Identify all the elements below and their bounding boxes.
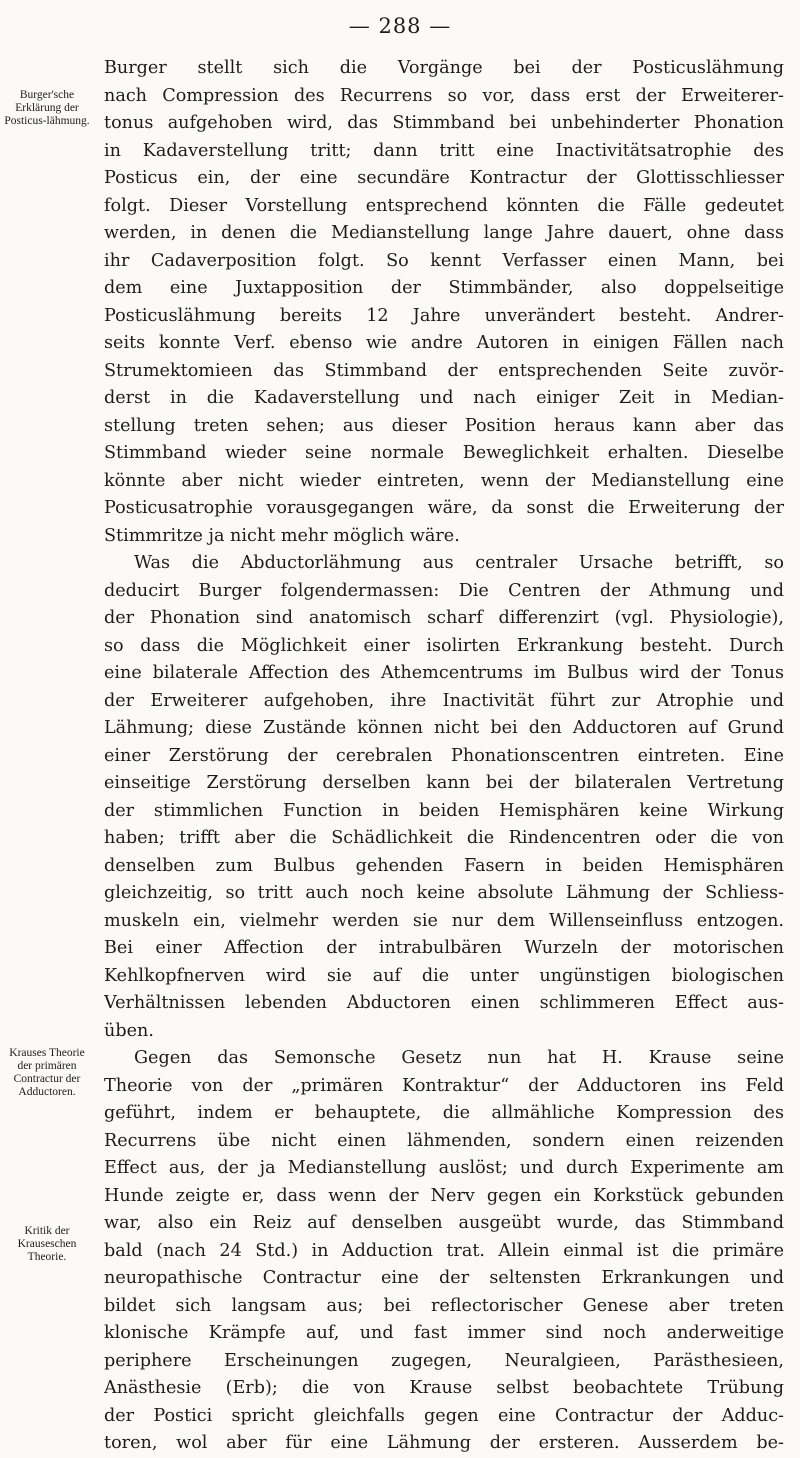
text-line: üben. [104,1020,154,1041]
text-line: so dass die Möglichkeit einer isolirten Erkrankung besteht. Durch [104,635,784,656]
text-line: einseitige Zerstörung derselben kann bei der bilateralen Vertretung [104,773,784,793]
text-line: klonische Krämpfe auf, und fast immer sind noch anderweitige [104,1323,784,1343]
margin-note-burger: Burger'sche Erklärung der Posticus-lähmung. [4,89,90,127]
body-text [104,55,784,1458]
text-line: tonus aufgehoben wird, das Stimmband bei unbehinderter Phonation [104,113,784,133]
text-line: Was die Abductorlähmung aus centraler Ursache betrifft, so [134,553,784,573]
text-line: werden, in denen die Medianstellung lange Jahre dauert, ohne dass [104,223,784,243]
text-line: der Erweiterer aufgehoben, ihre Inactivität führt zur Atrophie und [104,690,784,711]
text-line: bildet sich langsam aus; bei reflectorischer Genese aber treten [104,1295,784,1316]
text-line: haben; trifft aber die Schädlichkeit die Rindencentren oder die von [104,828,784,848]
text-line: Theorie von der „primären Kontraktur“ der Adductoren ins Feld [104,1075,784,1096]
text-line: Stimmritze ja nicht mehr möglich wäre. [104,525,460,546]
text-line: Verhältnissen lebenden Abductoren einen schlimmeren Effect aus- [104,993,784,1013]
text-line: seits konnte Verf. ebenso wie andre Autoren in einigen Fällen nach [104,333,784,353]
text-line: dem eine Juxtapposition der Stimmbänder, also doppelseitige [104,278,784,298]
text-line: Lähmung; diese Zustände können nicht bei den Adductoren auf Grund [104,718,784,738]
text-line: neuropathische Contractur eine der seltensten Erkrankungen und [104,1268,784,1288]
text-line: Posticusatrophie vorausgegangen wäre, da sonst die Erweiterung der [104,498,784,518]
text-line: einer Zerstörung der cerebralen Phonationscentren eintreten. Eine [104,745,784,766]
text-line: Effect aus, der ja Medianstellung auslöst; und durch Experimente am [104,1158,784,1178]
text-line: toren, wol aber für eine Lähmung der ersteren. Ausserdem be- [104,1433,784,1453]
text-line: Posticus ein, der eine secundäre Kontractur der Glottisschliesser [104,168,784,188]
text-line: derst in die Kadaverstellung und nach einiger Zeit in Median- [104,388,784,408]
text-line: Burger stellt sich die Vorgänge bei der Posticuslähmung [104,58,784,78]
text-line: der Phonation sind anatomisch scharf differenzirt (vgl. Physiologie), [104,608,784,628]
text-line: ihr Cadaverposition folgt. So kennt Verfasser einen Mann, bei [104,250,784,271]
text-line: eine bilaterale Affection des Athemcentrums im Bulbus wird der Tonus [104,663,784,683]
text-line: muskeln ein, vielmehr werden sie nur dem Willenseinfluss entzogen. [104,910,784,931]
text-line: denselben zum Bulbus gehenden Fasern in beiden Hemisphären [104,855,784,876]
text-line: geführt, indem er behauptete, die allmähliche Kompression des [104,1103,784,1123]
text-line: Posticuslähmung bereits 12 Jahre unverändert besteht. Andrer- [104,305,784,326]
margin-note-krause: Krauses Theorie der primären Contractur der Adductoren. [9,1047,85,1098]
text-line: nach Compression des Recurrens so vor, dass erst der Erweiterer- [104,85,784,106]
text-line: Bei einer Affection der intrabulbären Wurzeln der motorischen [104,938,784,958]
text-line: in Kadaverstellung tritt; dann tritt eine Inactivitätsatrophie des [104,140,784,161]
text-line: Stimmband wieder seine normale Beweglichkeit erhalten. Dieselbe [104,443,784,463]
text-line: Gegen das Semonsche Gesetz nun hat H. Krause seine [134,1048,784,1068]
text-line: gleichzeitig, so tritt auch noch keine absolute Lähmung der Schliess- [104,883,784,903]
text-line: war, also ein Reiz auf denselben ausgeübt wurde, das Stimmband [104,1213,784,1233]
text-line: Hunde zeigte er, dass wenn der Nerv gegen ein Korkstück gebunden [104,1185,784,1206]
text-line: Recurrens übe nicht einen lähmenden, sondern einen reizenden [104,1130,784,1151]
text-line: Kehlkopfnerven wird sie auf die unter ungünstigen biologischen [104,965,784,986]
page-number: — 288 — [348,14,452,38]
text-line: der Postici spricht gleichfalls gegen eine Contractur der Adduc- [104,1405,784,1426]
text-line: folgt. Dieser Vorstellung entsprechend könnten die Fälle gedeutet [104,195,784,216]
text-line: Strumektomieen das Stimmband der entsprechenden Seite zuvör- [104,360,784,381]
text-line: periphere Erscheinungen zugegen, Neuralgieen, Parästhesieen, [104,1350,784,1371]
text-line: bald (nach 24 Std.) in Adduction trat. Allein einmal ist die primäre [104,1240,784,1261]
text-line: deducirt Burger folgendermassen: Die Centren der Athmung und [104,580,784,601]
text-line: der stimmlichen Function in beiden Hemisphären keine Wirkung [104,800,784,821]
text-line: stellung treten sehen; aus dieser Position heraus kann aber das [104,415,784,436]
margin-note-kritik: Kritik der Krauseschen Theorie. [17,1225,77,1263]
text-line: könnte aber nicht wieder eintreten, wenn der Medianstellung eine [104,470,784,491]
text-line: Anästhesie (Erb); die von Krause selbst beobachtete Trübung [104,1378,784,1398]
